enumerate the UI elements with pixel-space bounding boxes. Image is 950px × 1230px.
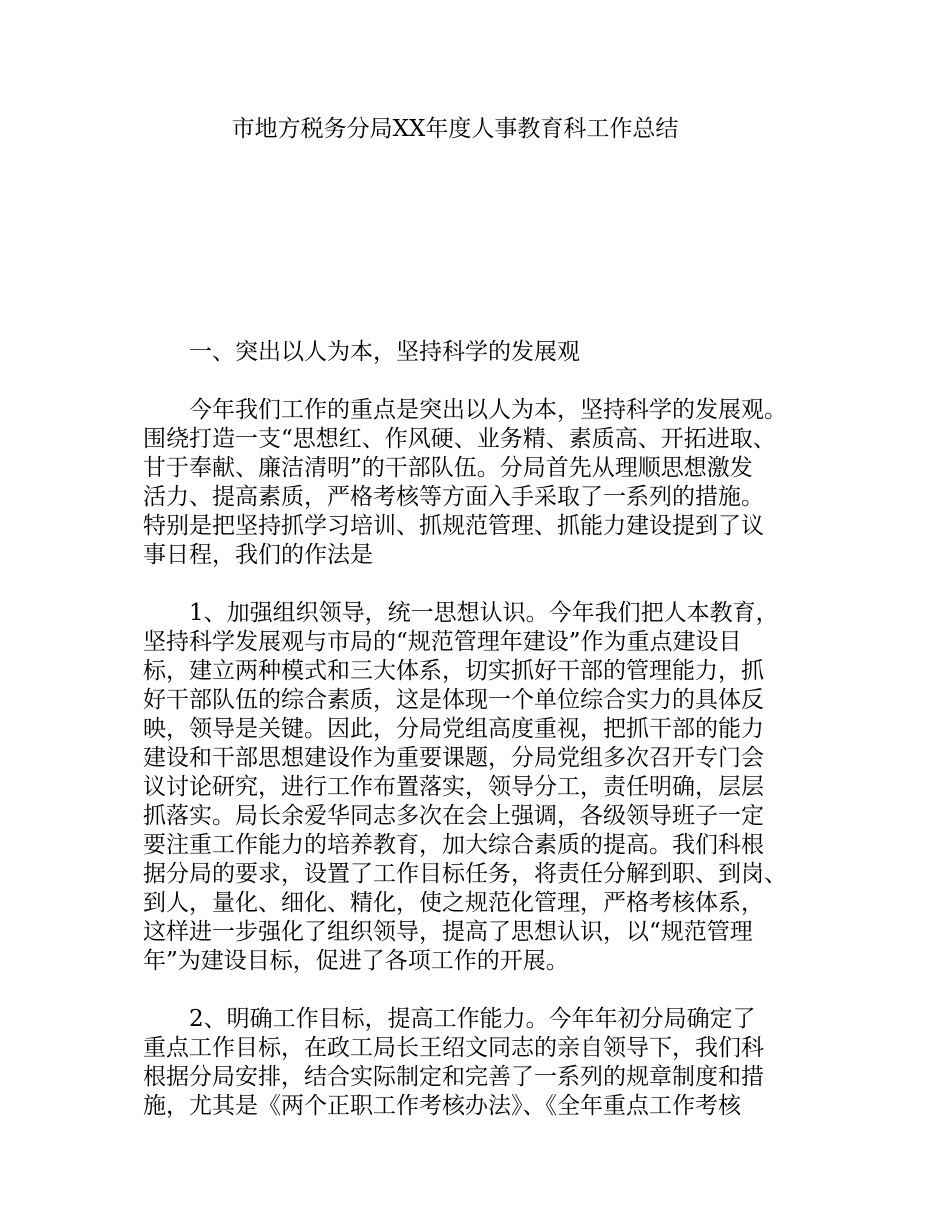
paragraph-line: 施，尤其是《两个正职工作考核办法》、《全年重点工作考核: [143, 1093, 741, 1119]
paragraph-line: 据分局的要求，设置了工作目标任务，将责任分解到职、到岗、: [143, 861, 787, 887]
paragraph-line: 标，建立两种模式和三大体系，切实抓好干部的管理能力，抓: [143, 658, 764, 684]
paragraph-line: 年”为建设目标，促进了各项工作的开展。: [143, 948, 569, 974]
paragraph-line: 活力、提高素质，严格考核等方面入手采取了一系列的措施。: [143, 484, 764, 510]
paragraph-line: 甘于奉献、廉洁清明”的干部队伍。分局首先从理顺思想激发: [143, 455, 753, 481]
paragraph-line: 1、加强组织领导，统一思想认识。今年我们把人本教育，: [189, 600, 779, 626]
paragraph-line: 这样进一步强化了组织领导，提高了思想认识，以“规范管理: [143, 919, 753, 945]
paragraph-1: [143, 396, 825, 570]
spacer: [143, 570, 825, 599]
document-title: 市地方税务分局XX年度人事教育科工作总结: [231, 116, 679, 142]
paragraph-line: 特别是把坚持抓学习培训、抓规范管理、抓能力建设提到了议: [143, 513, 764, 539]
section-heading: 一、突出以人为本，坚持科学的发展观: [189, 339, 580, 365]
paragraph-line: 到人，量化、细化、精化，使之规范化管理，严格考核体系，: [143, 890, 764, 916]
document-body: [143, 338, 825, 1121]
paragraph-line: 重点工作目标，在政工局长王绍文同志的亲自领导下，我们科: [143, 1035, 764, 1061]
paragraph-line: 建设和干部思想建设作为重要课题，分局党组多次召开专门会: [143, 745, 764, 771]
paragraph-2: [143, 599, 825, 976]
paragraph-line: 要注重工作能力的培养教育，加大综合素质的提高。我们科根: [143, 832, 764, 858]
paragraph-line: 映，领导是关键。因此，分局党组高度重视，把抓干部的能力: [143, 716, 764, 742]
spacer: [143, 367, 825, 396]
paragraph-line: 事日程，我们的作法是: [143, 542, 373, 568]
paragraph-line: 今年我们工作的重点是突出以人为本，坚持科学的发展观。: [189, 397, 787, 423]
paragraph-line: 围绕打造一支“思想红、作风硬、业务精、素质高、开拓进取、: [143, 426, 776, 452]
paragraph-line: 2、明确工作目标，提高工作能力。今年年初分局确定了: [189, 1006, 756, 1032]
paragraph-line: 议讨论研究，进行工作布置落实，领导分工，责任明确，层层: [143, 774, 764, 800]
paragraph-line: 坚持科学发展观与市局的“规范管理年建设”作为重点建设目: [143, 629, 742, 655]
paragraph-line: 根据分局安排，结合实际制定和完善了一系列的规章制度和措: [143, 1064, 764, 1090]
paragraph-line: 抓落实。局长余爱华同志多次在会上强调，各级领导班子一定: [143, 803, 764, 829]
spacer: [143, 976, 825, 1005]
paragraph-3: [143, 1005, 825, 1121]
paragraph-line: 好干部队伍的综合素质，这是体现一个单位综合实力的具体反: [143, 687, 764, 713]
